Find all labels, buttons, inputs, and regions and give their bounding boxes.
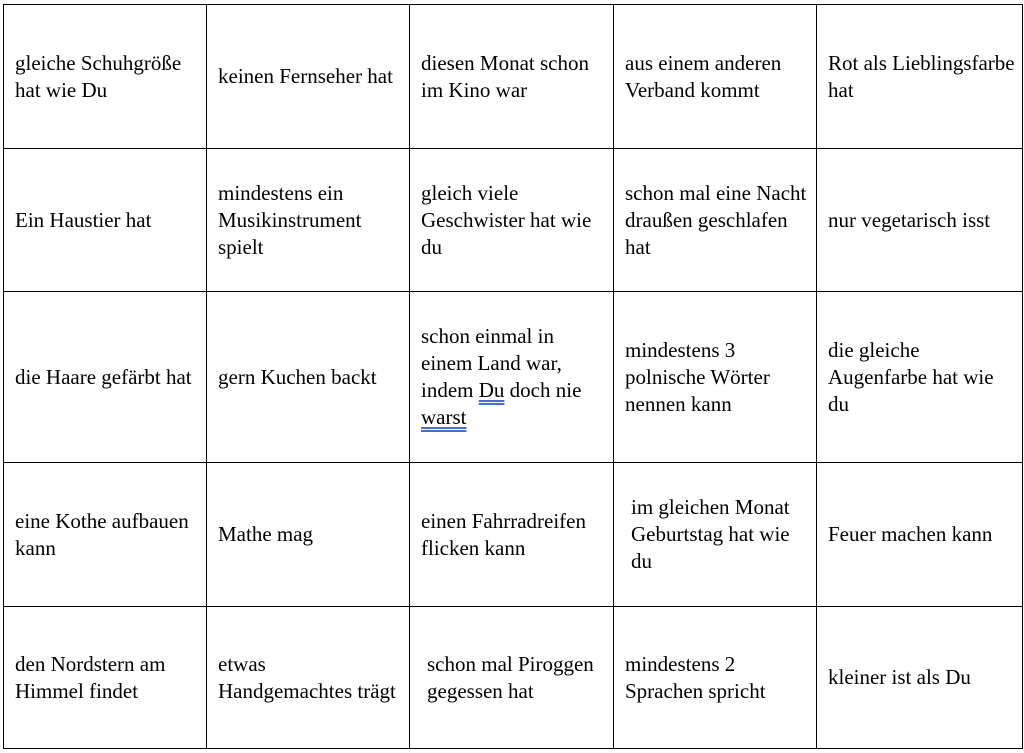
cell-text-spellchecked <box>421 324 581 429</box>
table-row <box>4 292 1023 463</box>
cell-text: gleich viele Geschwister hat wie du <box>421 180 592 259</box>
cell-text: gern Kuchen backt <box>218 364 377 389</box>
table-cell <box>207 463 410 607</box>
cell-text: Mathe mag <box>218 522 314 546</box>
table-cell <box>817 463 1023 607</box>
table-row <box>4 463 1023 607</box>
table-cell <box>410 292 614 463</box>
cell-text: mindestens 2 Sprachen spricht <box>625 651 766 703</box>
table-cell <box>410 607 614 749</box>
cell-text: keinen Fernseher hat <box>218 64 393 88</box>
table-cell <box>207 149 410 292</box>
table-cell <box>817 5 1023 149</box>
cell-text: mindestens ein Musikinstrument spielt <box>218 180 362 259</box>
table-cell <box>614 292 817 463</box>
cell-text-part: schon einmal in einem Land war, indem <box>421 324 562 402</box>
cell-text: Ein Haustier hat <box>15 207 152 232</box>
cell-text: die Haare gefärbt hat <box>15 364 192 389</box>
table-cell <box>4 292 207 463</box>
table-cell <box>4 149 207 292</box>
table-cell <box>207 607 410 749</box>
table-cell <box>614 5 817 149</box>
table-cell <box>614 463 817 607</box>
cell-text: kleiner ist als Du <box>828 665 971 689</box>
cell-text: mindestens 3 polnische Wörter nennen kann <box>625 337 770 416</box>
table-cell <box>614 149 817 292</box>
cell-text: schon mal eine Nacht draußen geschlafen hat <box>625 180 807 259</box>
table-cell <box>817 149 1023 292</box>
cell-text: aus einem anderen Verband kommt <box>625 50 782 102</box>
cell-text: einen Fahrradreifen flicken kann <box>421 508 586 560</box>
cell-text: diesen Monat schon im Kino war <box>421 50 589 102</box>
table-cell <box>410 463 614 607</box>
table-cell <box>207 292 410 463</box>
table-cell <box>4 607 207 749</box>
cell-text: die gleiche Augenfarbe hat wie du <box>828 337 994 416</box>
spellcheck-word: warst <box>421 405 467 429</box>
table-cell <box>410 5 614 149</box>
table-cell <box>4 5 207 149</box>
cell-text: im gleichen Monat Geburtstag hat wie du <box>631 495 790 573</box>
table-row <box>4 149 1023 292</box>
table-cell <box>817 607 1023 749</box>
table-cell <box>614 607 817 749</box>
bingo-table <box>3 4 1023 749</box>
cell-text: nur vegetarisch isst <box>828 207 991 232</box>
table-row <box>4 607 1023 749</box>
cell-text: eine Kothe aufbauen kann <box>15 508 189 560</box>
cell-text-part: doch nie <box>504 378 582 402</box>
table-cell <box>207 5 410 149</box>
cell-text: etwas Handgemachtes trägt <box>218 651 396 703</box>
cell-text: Feuer machen kann <box>828 522 993 546</box>
table-cell <box>817 292 1023 463</box>
cell-text: den Nordstern am Himmel findet <box>15 651 166 703</box>
table-cell <box>410 149 614 292</box>
table-row <box>4 5 1023 149</box>
cell-text: gleiche Schuhgröße hat wie Du <box>15 50 182 102</box>
table-cell <box>4 463 207 607</box>
cell-text: schon mal Piroggen gegessen hat <box>427 651 594 703</box>
cell-text: Rot als Lieblingsfarbe hat <box>828 50 1015 102</box>
spellcheck-word: Du <box>478 378 505 402</box>
